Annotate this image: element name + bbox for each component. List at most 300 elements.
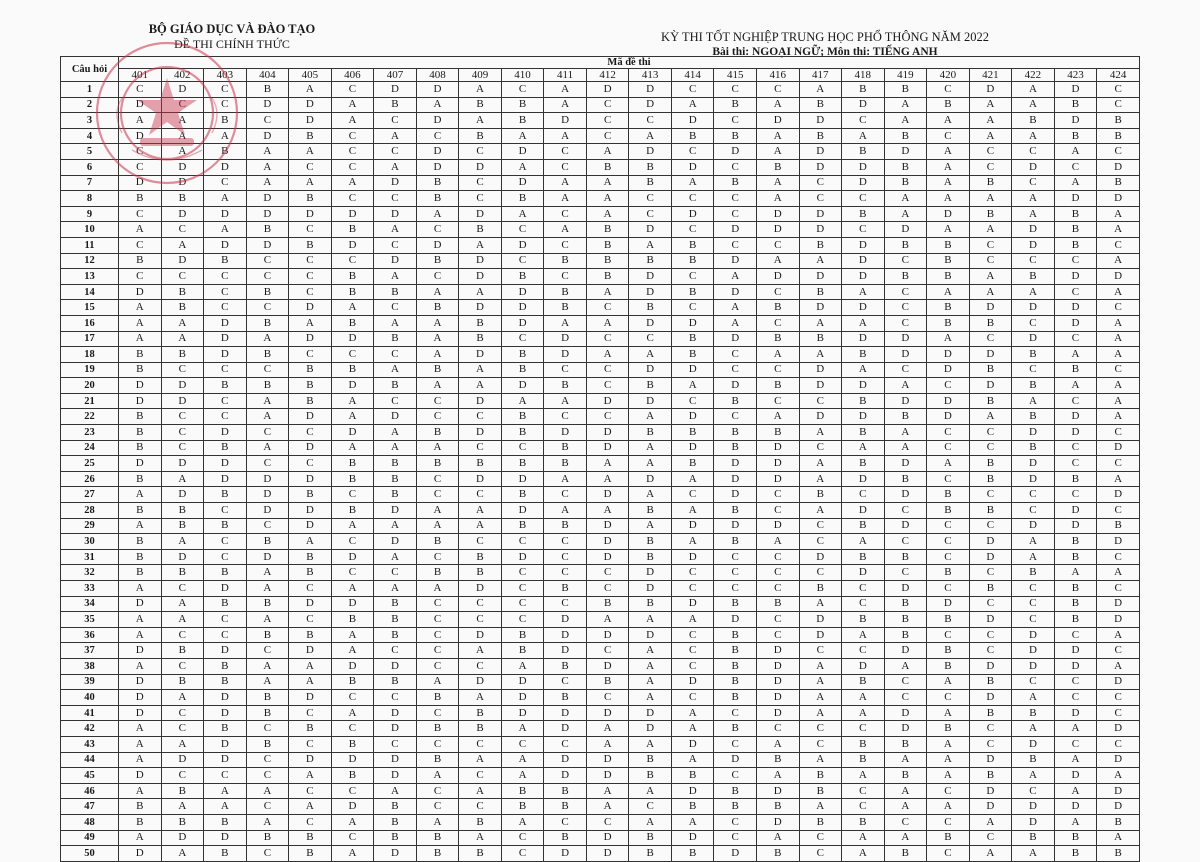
answer-cell: A bbox=[374, 581, 417, 597]
answer-cell: A bbox=[756, 409, 799, 425]
answer-cell: A bbox=[799, 425, 842, 441]
answer-cell: D bbox=[671, 362, 714, 378]
question-number-cell: 17 bbox=[61, 331, 119, 347]
answer-cell: B bbox=[374, 284, 417, 300]
answer-cell: D bbox=[799, 159, 842, 175]
answer-cell: A bbox=[416, 97, 459, 113]
answer-cell: C bbox=[416, 643, 459, 659]
table-row bbox=[61, 206, 1140, 222]
answer-cell: B bbox=[119, 347, 162, 363]
answer-cell: C bbox=[331, 347, 374, 363]
table-row bbox=[61, 284, 1140, 300]
answer-cell: D bbox=[501, 315, 544, 331]
answer-cell: C bbox=[501, 565, 544, 581]
answer-cell: D bbox=[204, 705, 247, 721]
answer-cell: A bbox=[1097, 315, 1140, 331]
answer-cell: A bbox=[671, 534, 714, 550]
answer-cell: B bbox=[119, 409, 162, 425]
answer-cell: C bbox=[204, 612, 247, 628]
answer-cell: B bbox=[246, 736, 289, 752]
answer-cell: D bbox=[842, 658, 885, 674]
table-row bbox=[61, 581, 1140, 597]
answer-cell: A bbox=[1054, 565, 1097, 581]
answer-cell: D bbox=[586, 82, 629, 98]
answer-cell: C bbox=[161, 440, 204, 456]
answer-cell: C bbox=[1097, 82, 1140, 98]
answer-cell: C bbox=[969, 440, 1012, 456]
answer-cell: D bbox=[161, 487, 204, 503]
table-row bbox=[61, 113, 1140, 129]
answer-cell: C bbox=[1012, 674, 1055, 690]
answer-cell: A bbox=[416, 284, 459, 300]
exam-code-cell: 414 bbox=[671, 69, 714, 82]
table-row bbox=[61, 409, 1140, 425]
answer-cell: D bbox=[714, 456, 757, 472]
answer-cell: A bbox=[756, 534, 799, 550]
table-row bbox=[61, 456, 1140, 472]
answer-cell: B bbox=[501, 487, 544, 503]
answer-cell: D bbox=[246, 471, 289, 487]
answer-cell: D bbox=[544, 643, 587, 659]
answer-cell: C bbox=[331, 830, 374, 846]
answer-cell: B bbox=[756, 596, 799, 612]
answer-cell: B bbox=[204, 846, 247, 862]
answer-cell: D bbox=[1012, 471, 1055, 487]
answer-cell: D bbox=[374, 206, 417, 222]
answer-cell: A bbox=[884, 658, 927, 674]
answer-cell: B bbox=[714, 783, 757, 799]
answer-cell: A bbox=[799, 690, 842, 706]
answer-cell: A bbox=[1012, 206, 1055, 222]
answer-cell: C bbox=[374, 191, 417, 207]
answer-cell: A bbox=[374, 128, 417, 144]
answer-cell: A bbox=[119, 300, 162, 316]
answer-cell: B bbox=[884, 237, 927, 253]
answer-cell: B bbox=[501, 456, 544, 472]
answer-cell: B bbox=[161, 565, 204, 581]
answer-cell: C bbox=[1054, 674, 1097, 690]
answer-cell: A bbox=[246, 144, 289, 160]
answer-cell: D bbox=[969, 82, 1012, 98]
answer-cell: B bbox=[671, 331, 714, 347]
answer-cell: C bbox=[501, 82, 544, 98]
answer-cell: D bbox=[331, 549, 374, 565]
answer-cell: A bbox=[331, 581, 374, 597]
answer-cell: C bbox=[927, 471, 970, 487]
answer-cell: C bbox=[289, 159, 332, 175]
answer-cell: A bbox=[119, 518, 162, 534]
answer-cell: D bbox=[671, 674, 714, 690]
answer-cell: D bbox=[119, 596, 162, 612]
answer-cell: A bbox=[501, 814, 544, 830]
answer-cell: C bbox=[927, 378, 970, 394]
answer-cell: B bbox=[1012, 752, 1055, 768]
answer-cell: B bbox=[629, 830, 672, 846]
answer-cell: C bbox=[1097, 690, 1140, 706]
answer-cell: A bbox=[1054, 378, 1097, 394]
answer-cell: B bbox=[331, 471, 374, 487]
answer-cell: B bbox=[714, 658, 757, 674]
question-number-cell: 44 bbox=[61, 752, 119, 768]
answer-cell: B bbox=[119, 565, 162, 581]
answer-cell: A bbox=[119, 113, 162, 129]
answer-cell: D bbox=[842, 503, 885, 519]
answer-cell: D bbox=[544, 627, 587, 643]
exam-code-cell: 402 bbox=[161, 69, 204, 82]
answer-cell: A bbox=[246, 565, 289, 581]
table-row bbox=[61, 721, 1140, 737]
answer-cell: B bbox=[501, 362, 544, 378]
answer-cell: A bbox=[1097, 284, 1140, 300]
answer-cell: B bbox=[246, 690, 289, 706]
answer-cell: D bbox=[586, 768, 629, 784]
answer-cell: C bbox=[204, 82, 247, 98]
answer-cell: D bbox=[544, 612, 587, 628]
answer-cell: C bbox=[119, 237, 162, 253]
answer-cell: A bbox=[501, 393, 544, 409]
table-row bbox=[61, 425, 1140, 441]
answer-cell: A bbox=[289, 175, 332, 191]
answer-cell: B bbox=[629, 253, 672, 269]
answer-cell: D bbox=[884, 705, 927, 721]
answer-cell: C bbox=[374, 347, 417, 363]
answer-cell: C bbox=[459, 658, 502, 674]
answer-cell: C bbox=[799, 191, 842, 207]
answer-cell: C bbox=[289, 284, 332, 300]
answer-cell: B bbox=[544, 456, 587, 472]
answer-cell: A bbox=[161, 534, 204, 550]
answer-cell: A bbox=[799, 347, 842, 363]
question-number-cell: 48 bbox=[61, 814, 119, 830]
exam-code-cell: 415 bbox=[714, 69, 757, 82]
answer-cell: C bbox=[459, 440, 502, 456]
answer-cell: B bbox=[246, 627, 289, 643]
answer-cell: D bbox=[714, 612, 757, 628]
answer-cell: B bbox=[714, 674, 757, 690]
question-number-cell: 24 bbox=[61, 440, 119, 456]
answer-cell: D bbox=[246, 487, 289, 503]
answer-cell: A bbox=[544, 175, 587, 191]
answer-cell: C bbox=[586, 409, 629, 425]
answer-cell: C bbox=[842, 643, 885, 659]
answer-cell: C bbox=[927, 690, 970, 706]
answer-cell: A bbox=[714, 315, 757, 331]
answer-cell: A bbox=[884, 752, 927, 768]
answer-cell: C bbox=[629, 191, 672, 207]
answer-cell: D bbox=[289, 440, 332, 456]
answer-cell: C bbox=[842, 783, 885, 799]
answer-cell: D bbox=[374, 175, 417, 191]
answer-cell: C bbox=[714, 705, 757, 721]
answer-cell: D bbox=[119, 378, 162, 394]
answer-cell: A bbox=[1054, 347, 1097, 363]
answer-cell: A bbox=[119, 752, 162, 768]
answer-cell: D bbox=[1097, 799, 1140, 815]
answer-cell: B bbox=[714, 440, 757, 456]
answer-cell: B bbox=[501, 627, 544, 643]
answer-cell: D bbox=[927, 206, 970, 222]
answer-cell: C bbox=[459, 534, 502, 550]
answer-cell: C bbox=[799, 721, 842, 737]
answer-cell: C bbox=[459, 175, 502, 191]
answer-cell: A bbox=[842, 768, 885, 784]
answer-cell: D bbox=[119, 690, 162, 706]
exam-code-cell: 424 bbox=[1097, 69, 1140, 82]
answer-cell: A bbox=[969, 284, 1012, 300]
answer-cell: C bbox=[714, 82, 757, 98]
answer-cell: D bbox=[586, 425, 629, 441]
answer-cell: A bbox=[586, 456, 629, 472]
answer-cell: C bbox=[1097, 237, 1140, 253]
table-row bbox=[61, 222, 1140, 238]
answer-cell: D bbox=[799, 409, 842, 425]
answer-cell: B bbox=[501, 409, 544, 425]
answer-cell: D bbox=[927, 362, 970, 378]
answer-cell: C bbox=[374, 565, 417, 581]
table-row bbox=[61, 378, 1140, 394]
table-row bbox=[61, 175, 1140, 191]
answer-cell: B bbox=[544, 440, 587, 456]
answer-cell: B bbox=[586, 159, 629, 175]
answer-cell: D bbox=[969, 300, 1012, 316]
exam-code-cell: 419 bbox=[884, 69, 927, 82]
answer-cell: B bbox=[416, 191, 459, 207]
answer-cell: D bbox=[1012, 237, 1055, 253]
answer-cell: D bbox=[289, 300, 332, 316]
answer-cell: A bbox=[756, 830, 799, 846]
answer-cell: D bbox=[119, 768, 162, 784]
answer-cell: A bbox=[671, 97, 714, 113]
table-row bbox=[61, 128, 1140, 144]
answer-cell: A bbox=[416, 768, 459, 784]
answer-cell: B bbox=[374, 627, 417, 643]
answer-cell: A bbox=[799, 503, 842, 519]
answer-cell: C bbox=[586, 113, 629, 129]
answer-cell: A bbox=[1097, 409, 1140, 425]
answer-cell: A bbox=[544, 97, 587, 113]
table-row bbox=[61, 253, 1140, 269]
official-label: ĐỀ THI CHÍNH THỨC bbox=[174, 37, 290, 51]
answer-cell: D bbox=[119, 456, 162, 472]
answer-cell: D bbox=[501, 471, 544, 487]
answer-cell: A bbox=[119, 736, 162, 752]
answer-cell: C bbox=[629, 206, 672, 222]
answer-cell: A bbox=[1097, 565, 1140, 581]
answer-cell: C bbox=[416, 549, 459, 565]
exam-code-cell: 421 bbox=[969, 69, 1012, 82]
answer-cell: A bbox=[459, 830, 502, 846]
question-number-cell: 11 bbox=[61, 237, 119, 253]
answer-cell: B bbox=[161, 814, 204, 830]
answer-cell: D bbox=[331, 378, 374, 394]
answer-cell: D bbox=[204, 456, 247, 472]
answer-cell: C bbox=[1054, 487, 1097, 503]
answer-cell: A bbox=[884, 378, 927, 394]
answer-cell: B bbox=[671, 284, 714, 300]
answer-cell: A bbox=[119, 612, 162, 628]
answer-cell: D bbox=[459, 581, 502, 597]
answer-cell: C bbox=[756, 581, 799, 597]
answer-cell: D bbox=[842, 471, 885, 487]
question-number-cell: 9 bbox=[61, 206, 119, 222]
answer-cell: A bbox=[927, 456, 970, 472]
answer-cell: A bbox=[799, 315, 842, 331]
answer-cell: A bbox=[501, 159, 544, 175]
answer-cell: B bbox=[671, 846, 714, 862]
answer-cell: C bbox=[161, 721, 204, 737]
answer-cell: B bbox=[459, 97, 502, 113]
answer-cell: A bbox=[586, 783, 629, 799]
answer-cell: C bbox=[459, 487, 502, 503]
answer-cell: B bbox=[459, 705, 502, 721]
answer-cell: D bbox=[544, 768, 587, 784]
answer-cell: D bbox=[842, 269, 885, 285]
answer-cell: A bbox=[884, 440, 927, 456]
answer-cell: A bbox=[969, 269, 1012, 285]
table-row bbox=[61, 300, 1140, 316]
answer-cell: A bbox=[671, 378, 714, 394]
answer-cell: A bbox=[544, 128, 587, 144]
answer-cell: B bbox=[459, 456, 502, 472]
answer-cell: C bbox=[331, 144, 374, 160]
answer-cell: C bbox=[1054, 627, 1097, 643]
answer-cell: D bbox=[416, 159, 459, 175]
answer-cell: D bbox=[289, 503, 332, 519]
answer-cell: C bbox=[671, 658, 714, 674]
answer-cell: B bbox=[629, 300, 672, 316]
answer-cell: D bbox=[161, 393, 204, 409]
answer-cell: D bbox=[374, 658, 417, 674]
answer-cell: B bbox=[969, 471, 1012, 487]
answer-cell: C bbox=[246, 643, 289, 659]
answer-cell: B bbox=[799, 581, 842, 597]
answer-cell: D bbox=[969, 690, 1012, 706]
answer-cell: C bbox=[246, 300, 289, 316]
answer-cell: A bbox=[246, 409, 289, 425]
answer-cell: B bbox=[459, 846, 502, 862]
answer-cell: A bbox=[544, 191, 587, 207]
answer-cell: A bbox=[1012, 768, 1055, 784]
answer-cell: C bbox=[799, 534, 842, 550]
answer-cell: B bbox=[1012, 705, 1055, 721]
answer-cell: A bbox=[756, 191, 799, 207]
answer-cell: A bbox=[544, 503, 587, 519]
answer-cell: D bbox=[119, 846, 162, 862]
answer-cell: D bbox=[756, 518, 799, 534]
answer-cell: B bbox=[629, 159, 672, 175]
answer-cell: A bbox=[756, 128, 799, 144]
answer-cell: C bbox=[161, 222, 204, 238]
answer-cell: D bbox=[671, 830, 714, 846]
answer-cell: C bbox=[204, 503, 247, 519]
answer-cell: C bbox=[544, 409, 587, 425]
answer-cell: A bbox=[969, 814, 1012, 830]
answer-cell: A bbox=[1012, 128, 1055, 144]
answer-cell: D bbox=[629, 315, 672, 331]
answer-cell: A bbox=[544, 315, 587, 331]
answer-cell: C bbox=[1097, 425, 1140, 441]
answer-cell: D bbox=[544, 113, 587, 129]
answer-cell: C bbox=[927, 82, 970, 98]
answer-cell: B bbox=[204, 378, 247, 394]
answer-cell: A bbox=[1097, 830, 1140, 846]
answer-cell: C bbox=[246, 518, 289, 534]
question-number-cell: 38 bbox=[61, 658, 119, 674]
answer-cell: B bbox=[416, 362, 459, 378]
answer-cell: A bbox=[331, 175, 374, 191]
answer-cell: A bbox=[629, 440, 672, 456]
answer-cell: B bbox=[331, 612, 374, 628]
answer-cell: C bbox=[842, 596, 885, 612]
answer-cell: C bbox=[969, 721, 1012, 737]
answer-cell: A bbox=[416, 518, 459, 534]
answer-cell: D bbox=[119, 393, 162, 409]
answer-cell: B bbox=[799, 783, 842, 799]
answer-cell: A bbox=[374, 362, 417, 378]
answer-cell: A bbox=[459, 518, 502, 534]
answer-cell: C bbox=[884, 253, 927, 269]
answer-cell: A bbox=[586, 175, 629, 191]
answer-cell: A bbox=[331, 393, 374, 409]
answer-cell: B bbox=[671, 456, 714, 472]
answer-cell: B bbox=[842, 612, 885, 628]
answer-cell: C bbox=[544, 362, 587, 378]
answer-cell: D bbox=[842, 565, 885, 581]
question-number-cell: 37 bbox=[61, 643, 119, 659]
answer-cell: B bbox=[501, 191, 544, 207]
answer-cell: C bbox=[246, 456, 289, 472]
answer-cell: A bbox=[1012, 549, 1055, 565]
answer-cell: C bbox=[586, 378, 629, 394]
answer-cell: A bbox=[927, 736, 970, 752]
question-column-header: Câu hỏi bbox=[61, 57, 119, 82]
answer-cell: B bbox=[969, 705, 1012, 721]
answer-cell: A bbox=[459, 113, 502, 129]
answer-cell: C bbox=[927, 534, 970, 550]
answer-cell: D bbox=[714, 487, 757, 503]
answer-cell: A bbox=[756, 144, 799, 160]
answer-cell: D bbox=[842, 331, 885, 347]
answer-cell: A bbox=[1097, 206, 1140, 222]
answer-cell: C bbox=[416, 487, 459, 503]
answer-cell: C bbox=[544, 549, 587, 565]
answer-cell: A bbox=[799, 253, 842, 269]
answer-cell: C bbox=[1097, 643, 1140, 659]
answer-cell: D bbox=[544, 752, 587, 768]
answer-cell: A bbox=[629, 690, 672, 706]
answer-cell: D bbox=[374, 82, 417, 98]
answer-cell: A bbox=[374, 518, 417, 534]
answer-cell: C bbox=[161, 705, 204, 721]
answer-cell: B bbox=[629, 534, 672, 550]
answer-cell: D bbox=[119, 643, 162, 659]
answer-cell: D bbox=[799, 378, 842, 394]
answer-cell: A bbox=[927, 331, 970, 347]
answer-cell: A bbox=[671, 471, 714, 487]
answer-cell: B bbox=[714, 175, 757, 191]
answer-cell: D bbox=[119, 175, 162, 191]
question-number-cell: 22 bbox=[61, 409, 119, 425]
answer-cell: A bbox=[119, 331, 162, 347]
answer-cell: D bbox=[586, 752, 629, 768]
table-row bbox=[61, 518, 1140, 534]
answer-cell: A bbox=[799, 596, 842, 612]
answer-cell: D bbox=[501, 300, 544, 316]
answer-cell: C bbox=[1097, 97, 1140, 113]
answer-cell: D bbox=[884, 643, 927, 659]
answer-cell: A bbox=[629, 643, 672, 659]
answer-cell: B bbox=[969, 175, 1012, 191]
